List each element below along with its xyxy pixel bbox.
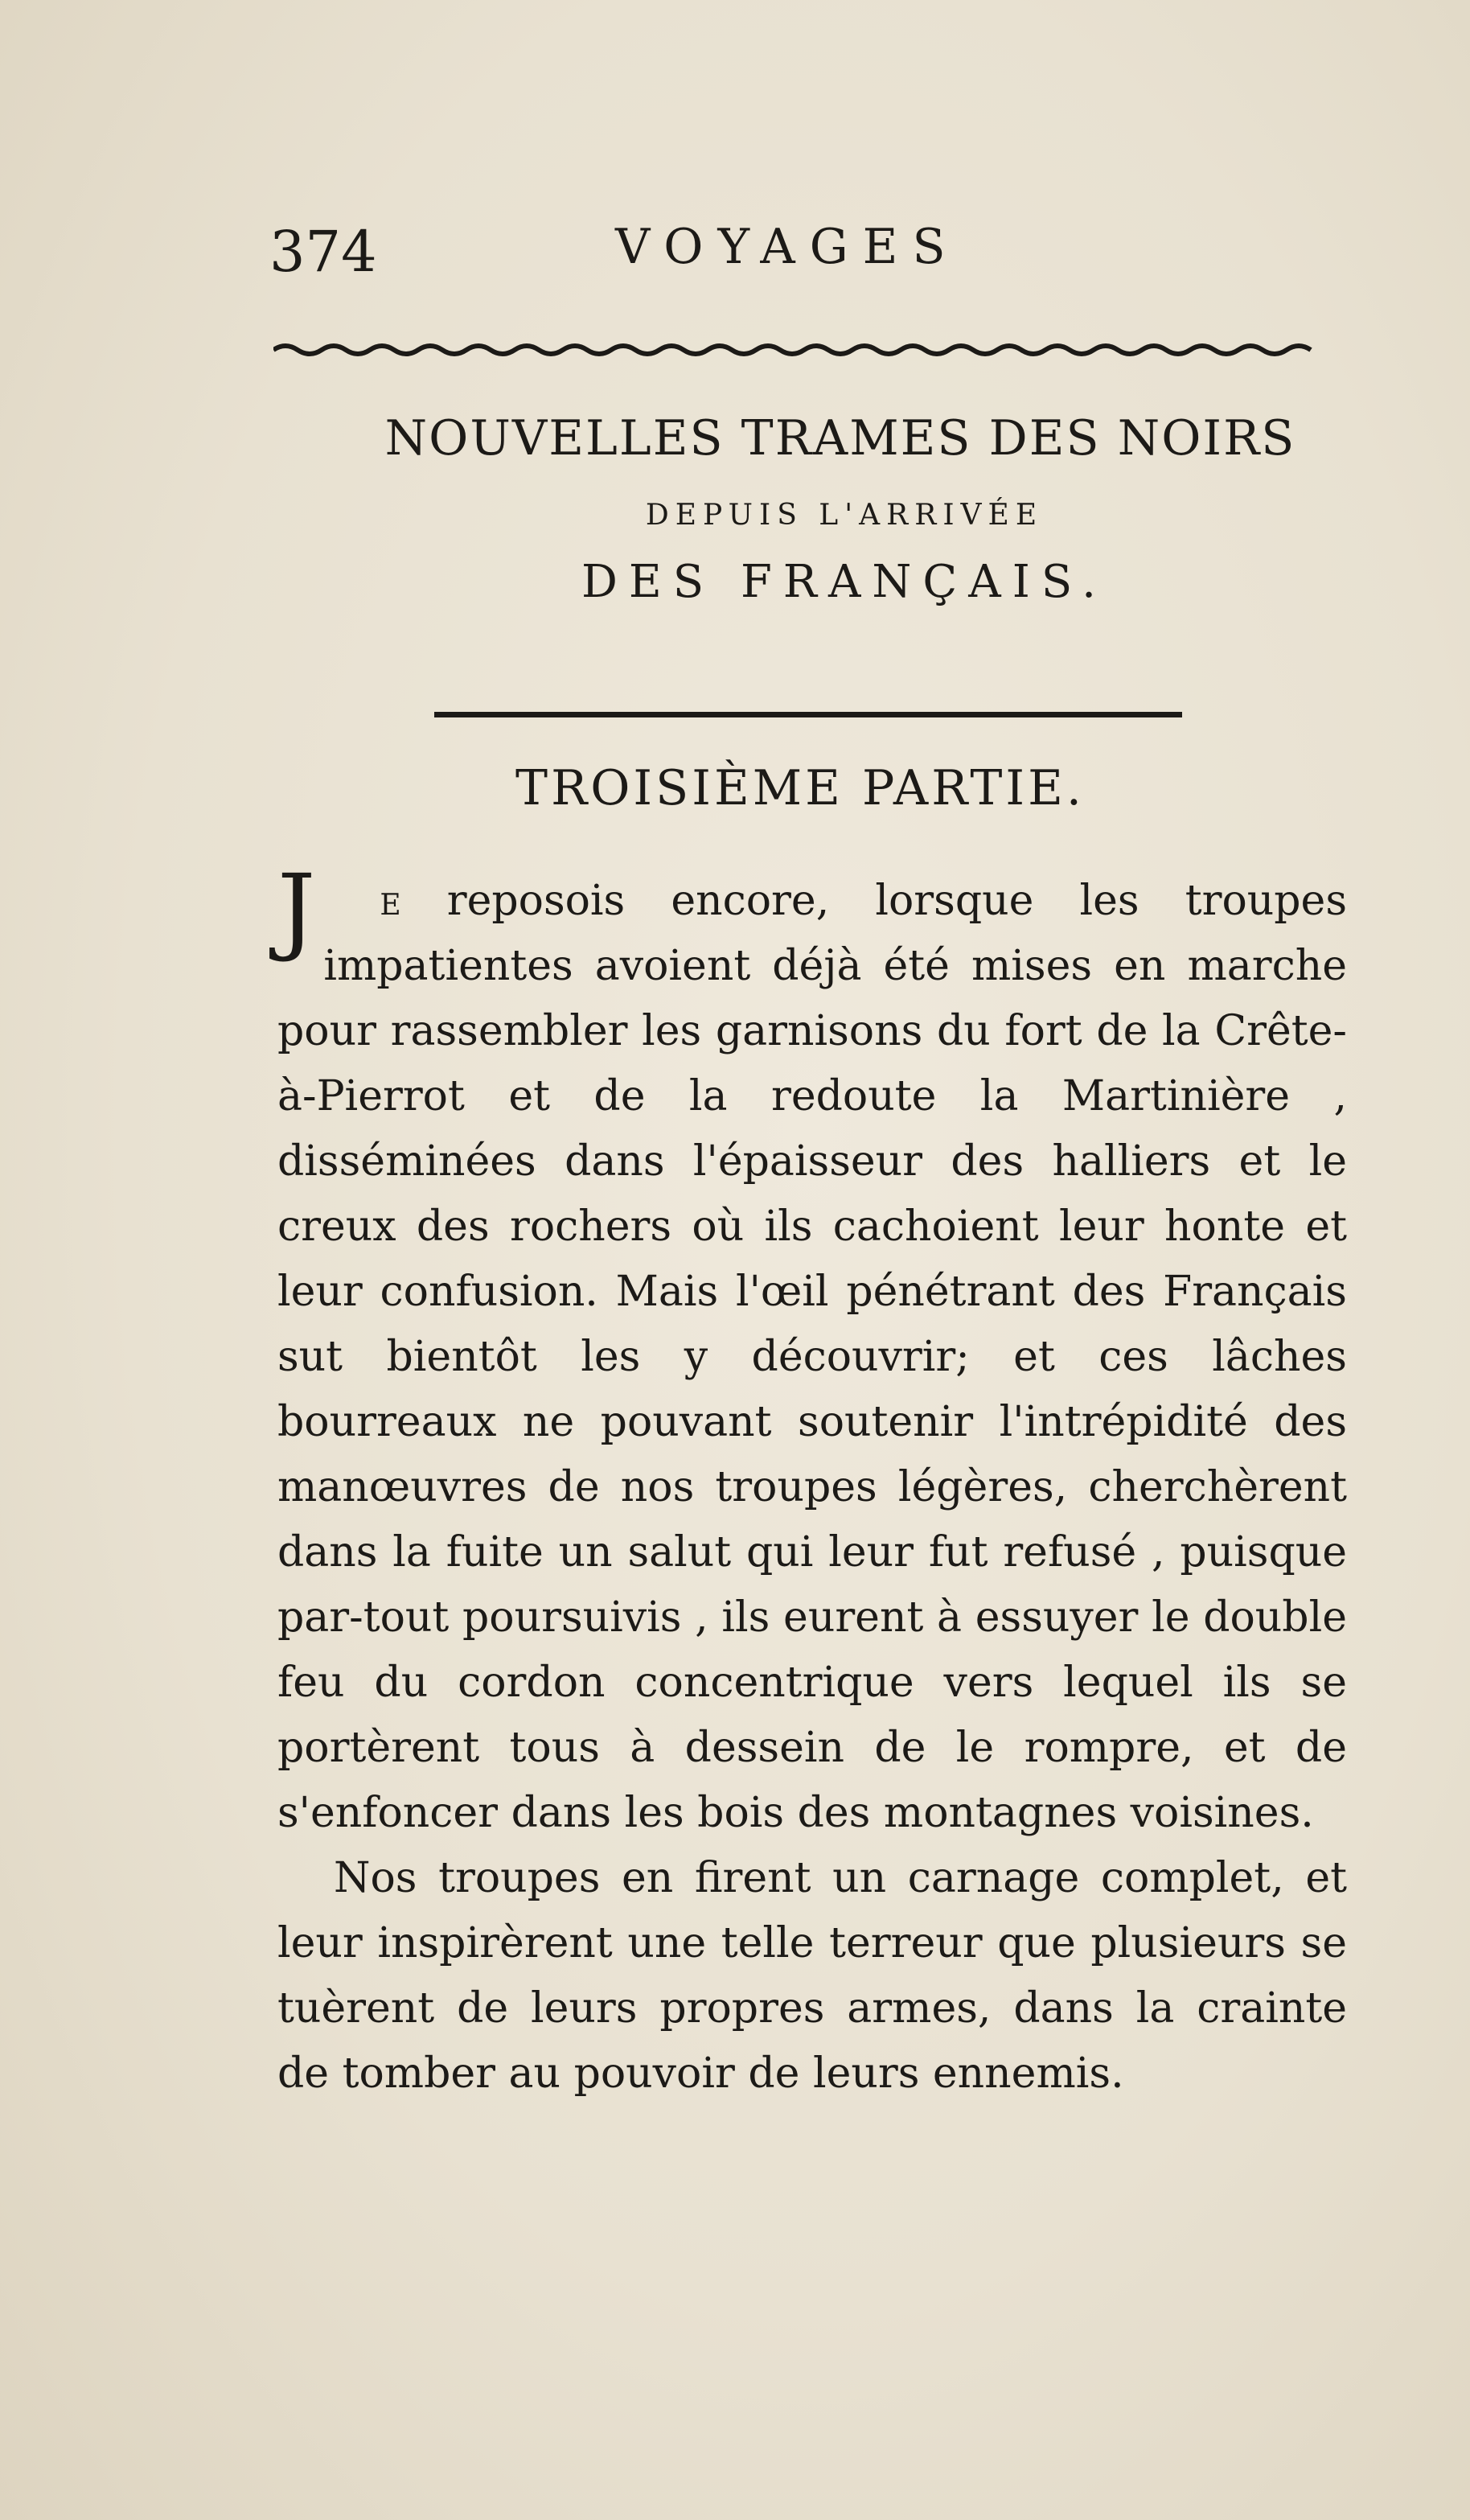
paragraph-1 [277,853,1347,1846]
body-text [277,853,1347,2107]
chapter-title [241,410,1359,608]
page-header [269,219,1339,299]
paragraph-1-text: reposois encore, lorsque les troupes impatientes avoient déjà été mises en marche pour rassembler les garnisons du fort de la Crête-à-Pierrot et de la redoute la Martinière , disséminées dans l'épaisseur des halliers et le creux des rochers où ils cachoient leur honte et leur confusion. Mais l'œil pénétrant des Français sut bientôt les y découvrir; et ces lâches bourreaux ne pouvant soutenir l'intrépidité des manœuvres de nos troupes légères, cherchèrent dans la fuite un salut qui leur fut refusé , puisque par-tout poursuivis , ils eurent à essuyer le double feu du cordon concentrique vers lequel ils se portèrent tous à dessein de le rompre, et de s'enfoncer dans les bois des montagnes voisines. [277,877,1347,1837]
running-title: VOYAGES [615,219,960,275]
paragraph-2: Nos troupes en firent un carnage complet, et leur inspirèrent une telle terreur que plusieurs se tuèrent de leurs propres armes, dans la crainte de tomber au pouvoir de leurs ennemis. [277,1854,1347,2098]
drop-cap: J [277,853,316,964]
paragraph-1-smallcap: e [380,877,401,925]
ornamental-wavy-rule [273,338,1319,362]
title-line-3: DES FRANÇAIS. [581,556,1107,608]
part-heading: TROISIÈME PARTIE. [515,760,1085,816]
title-line-2: DEPUIS L'ARRIVÉE [645,499,1044,532]
title-divider-rule [434,712,1182,717]
page-number: 374 [269,219,377,285]
title-line-1: NOUVELLES TRAMES DES NOIRS [384,410,1296,467]
